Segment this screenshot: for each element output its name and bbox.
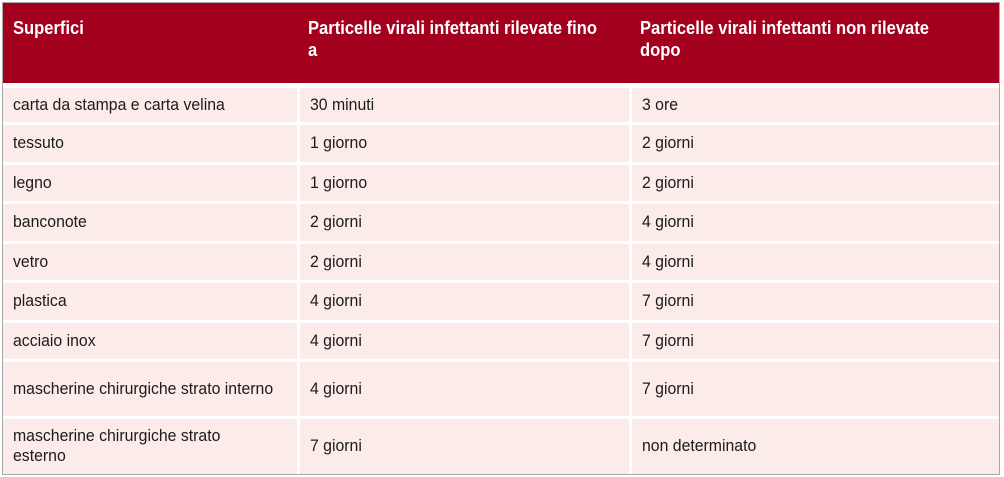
- cell-detected-until: [298, 85, 630, 123]
- cell-text: 7 giorni: [641, 291, 694, 311]
- cell-surface: [3, 361, 298, 418]
- cell-text: tessuto: [13, 133, 64, 153]
- cell-detected-until: [298, 417, 630, 474]
- cell-not-detected-after: [630, 85, 999, 123]
- cell-text: 4 giorni: [641, 212, 694, 232]
- cell-detected-until: [298, 123, 630, 163]
- table-row: [3, 417, 999, 474]
- cell-text: 2 giorni: [641, 133, 694, 153]
- cell-text: vetro: [13, 251, 49, 271]
- cell-not-detected-after: [630, 242, 999, 282]
- header-not-detected-after: [630, 3, 999, 85]
- cell-text: 4 giorni: [309, 291, 362, 311]
- cell-not-detected-after: [630, 361, 999, 418]
- cell-detected-until: [298, 361, 630, 418]
- table-row: [3, 163, 999, 203]
- cell-text: 7 giorni: [309, 436, 362, 456]
- cell-surface: [3, 85, 298, 123]
- cell-text: legno: [13, 172, 52, 192]
- table-row: [3, 203, 999, 243]
- cell-text: banconote: [13, 212, 87, 232]
- cell-text: non determinato: [641, 436, 756, 456]
- cell-text: 2 giorni: [641, 172, 694, 192]
- cell-text: mascherine chirurgiche strato esterno: [13, 426, 221, 466]
- table-row: [3, 123, 999, 163]
- table-row: [3, 242, 999, 282]
- header-surfaces-label: Superfici: [13, 18, 84, 38]
- cell-surface: [3, 242, 298, 282]
- cell-text: 1 giorno: [309, 172, 367, 192]
- cell-text: 1 giorno: [309, 133, 367, 153]
- cell-text: 7 giorni: [641, 330, 694, 350]
- cell-surface: [3, 203, 298, 243]
- cell-surface: [3, 321, 298, 361]
- table-header-row: [3, 3, 999, 85]
- cell-text: 4 giorni: [641, 251, 694, 271]
- cell-text: 4 giorni: [309, 378, 362, 398]
- table-row: [3, 321, 999, 361]
- cell-surface: [3, 123, 298, 163]
- cell-surface: [3, 282, 298, 322]
- header-not-detected-after-label: Particelle virali infettanti non rilevate dopo: [640, 18, 929, 60]
- header-detected-until: [298, 3, 630, 85]
- table-row: [3, 282, 999, 322]
- cell-not-detected-after: [630, 417, 999, 474]
- cell-text: plastica: [13, 291, 67, 311]
- cell-text: 3 ore: [641, 94, 678, 114]
- header-detected-until-label: Particelle virali infettanti rilevate fino a: [308, 18, 597, 60]
- cell-not-detected-after: [630, 203, 999, 243]
- cell-not-detected-after: [630, 123, 999, 163]
- cell-surface: [3, 163, 298, 203]
- data-table-container: [2, 2, 1000, 475]
- cell-not-detected-after: [630, 321, 999, 361]
- cell-not-detected-after: [630, 282, 999, 322]
- cell-text: mascherine chirurgiche strato interno: [13, 378, 274, 398]
- cell-not-detected-after: [630, 163, 999, 203]
- cell-text: 7 giorni: [641, 378, 694, 398]
- cell-text: acciaio inox: [13, 330, 96, 350]
- cell-text: carta da stampa e carta velina: [13, 94, 225, 114]
- cell-detected-until: [298, 321, 630, 361]
- cell-detected-until: [298, 203, 630, 243]
- header-surfaces: [3, 3, 298, 85]
- cell-detected-until: [298, 282, 630, 322]
- cell-detected-until: [298, 163, 630, 203]
- cell-surface: [3, 417, 298, 474]
- surfaces-table: [3, 3, 999, 474]
- table-row: [3, 85, 999, 123]
- cell-text: 2 giorni: [309, 212, 362, 232]
- table-row: [3, 361, 999, 418]
- cell-text: 2 giorni: [309, 251, 362, 271]
- cell-text: 30 minuti: [309, 94, 374, 114]
- cell-text: 4 giorni: [309, 330, 362, 350]
- cell-detected-until: [298, 242, 630, 282]
